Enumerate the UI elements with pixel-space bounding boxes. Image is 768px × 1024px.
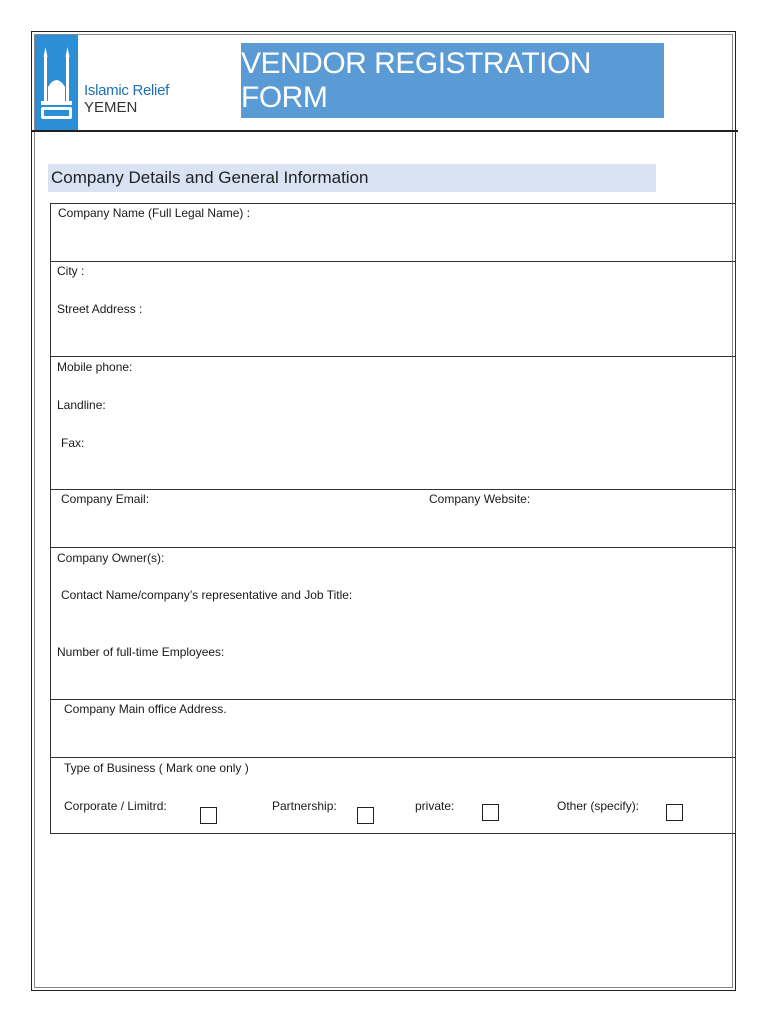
corporate-option-label: Corporate / Limitrd: xyxy=(64,799,167,813)
company-website-label: Company Website: xyxy=(429,492,531,506)
city-label: City : xyxy=(57,264,85,278)
partnership-option-label: Partnership: xyxy=(272,799,337,813)
section-heading xyxy=(48,164,656,192)
header-divider xyxy=(31,130,738,132)
logo-text-line1: Islamic Relief xyxy=(84,82,169,99)
title-banner xyxy=(241,43,664,118)
logo-wordmark xyxy=(84,82,169,116)
row-email-website xyxy=(51,490,735,548)
landline-label: Landline: xyxy=(57,398,106,412)
main-office-label: Company Main office Address. xyxy=(64,702,227,716)
form-title: VENDOR REGISTRATION FORM xyxy=(241,46,591,114)
business-type-label: Type of Business ( Mark one only ) xyxy=(64,761,249,775)
logo-text-line2: YEMEN xyxy=(84,99,138,116)
company-name-label: Company Name (Full Legal Name) : xyxy=(58,206,251,220)
fax-label: Fax: xyxy=(61,436,85,450)
islamic-relief-logo xyxy=(35,35,178,130)
row-address xyxy=(51,262,735,357)
partnership-checkbox[interactable] xyxy=(357,807,374,824)
company-email-label: Company Email: xyxy=(61,492,150,506)
contact-name-label: Contact Name/company’s representative and Job Title: xyxy=(61,588,353,602)
row-ownership xyxy=(51,548,735,700)
row-main-office xyxy=(51,700,735,758)
street-address-label: Street Address : xyxy=(57,302,143,316)
row-business-type xyxy=(51,758,735,834)
company-owners-label: Company Owner(s): xyxy=(57,551,165,565)
private-checkbox[interactable] xyxy=(482,804,499,821)
employees-label: Number of full-time Employees: xyxy=(57,645,225,659)
corporate-checkbox[interactable] xyxy=(200,807,217,824)
mosque-logo-icon xyxy=(35,35,78,130)
vendor-form-table xyxy=(50,203,736,834)
other-checkbox[interactable] xyxy=(666,804,683,821)
mobile-phone-label: Mobile phone: xyxy=(57,360,133,374)
other-option-label: Other (specify): xyxy=(557,799,640,813)
section-heading-text: Company Details and General Information xyxy=(51,168,369,187)
row-company-name xyxy=(51,204,735,262)
mosque-silhouette-icon xyxy=(35,35,78,130)
row-phones xyxy=(51,357,735,490)
private-option-label: private: xyxy=(415,799,455,813)
